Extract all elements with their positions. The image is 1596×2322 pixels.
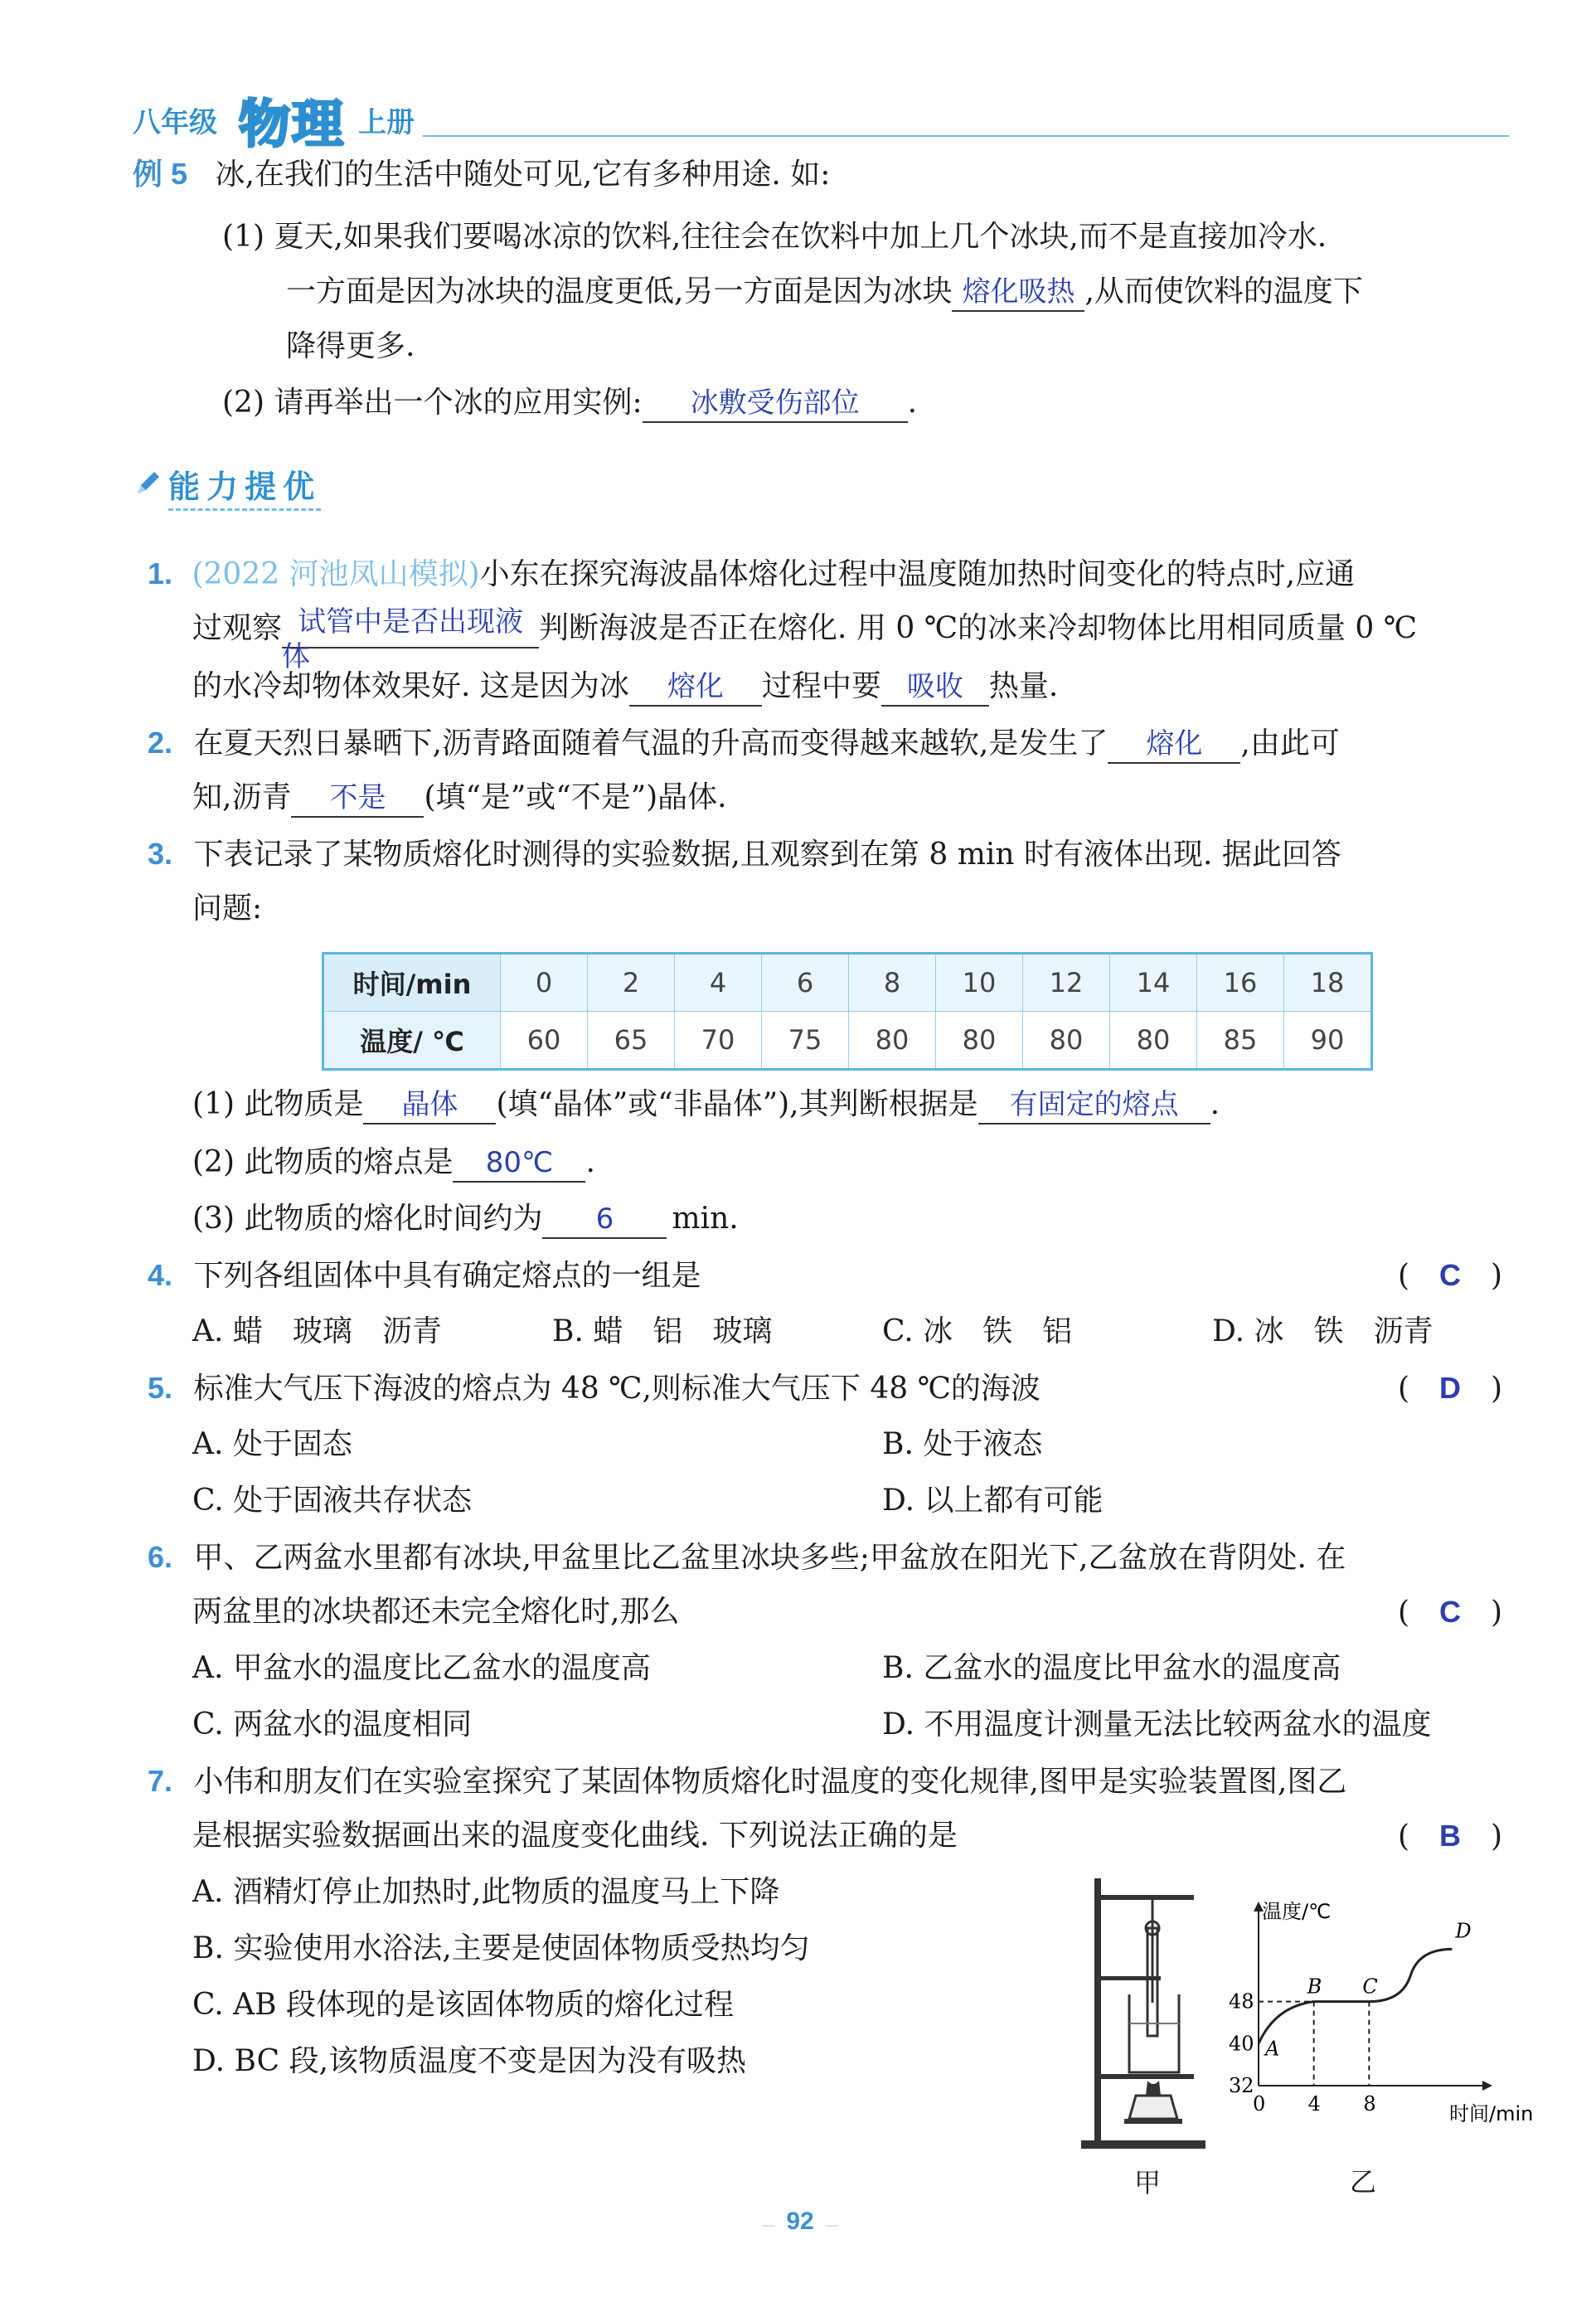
page-number: 92 — [786, 2208, 814, 2235]
table-row — [323, 954, 1372, 1012]
x-tick-label: 4 — [1307, 2092, 1321, 2116]
q3-answer-2: 有固定的熔点 — [978, 1086, 1210, 1125]
page-footer: — 92 — — [762, 2208, 838, 2235]
q6-option-a: A. 甲盆水的温度比乙盆水的温度高 — [192, 1651, 651, 1685]
x-axis-label: 时间/min — [1449, 2102, 1534, 2125]
table-cell: 90 — [1284, 1012, 1372, 1070]
table-cell: 80 — [849, 1012, 936, 1070]
q5-option-a: A. 处于固态 — [192, 1427, 352, 1461]
point-label-d: D — [1455, 1919, 1472, 1943]
header-subject: 物理 — [239, 94, 346, 154]
q4-option-c: C. 冰 铁 铝 — [882, 1314, 1073, 1348]
point-label-b: B — [1307, 1975, 1322, 1999]
table-cell: 10 — [936, 954, 1023, 1012]
q7-answer: B — [1439, 1819, 1462, 1853]
q4-number: 4. — [148, 1258, 173, 1292]
table-header-temp: 温度/ ℃ — [323, 1012, 501, 1070]
q2-number: 2. — [148, 726, 173, 760]
table-cell: 85 — [1197, 1012, 1284, 1070]
table-row — [323, 1012, 1372, 1070]
example5-answer-2: 冰敷受伤部位 — [643, 385, 908, 423]
apparatus-drawing — [1078, 1870, 1210, 2152]
q2-answer-1: 熔化 — [1108, 726, 1240, 764]
table-cell: 6 — [762, 954, 849, 1012]
chart-svg — [1219, 1900, 1534, 2125]
x-tick-label: 8 — [1363, 2092, 1376, 2116]
q4-answer: C — [1439, 1258, 1462, 1292]
table-cell: 8 — [849, 954, 936, 1012]
y-axis-label: 温度/℃ — [1262, 1900, 1332, 1923]
q5-option-c: C. 处于固液共存状态 — [192, 1484, 473, 1518]
page-header — [133, 83, 1509, 154]
q6-option-b: B. 乙盆水的温度比甲盆水的温度高 — [882, 1651, 1341, 1685]
q7-option-b: B. 实验使用水浴法,主要是使固体物质受热均匀 — [192, 1931, 810, 1965]
q5-stem: 5. 标准大气压下海波的熔点为 48 ℃,则标准大气压下 48 ℃的海波 — [148, 1371, 1041, 1406]
table-cell: 80 — [1110, 1012, 1197, 1070]
q1-source: (2022 河池凤山模拟) — [192, 557, 480, 591]
q6-option-c: C. 两盆水的温度相同 — [192, 1707, 473, 1742]
q4-option-b: B. 蜡 铝 玻璃 — [552, 1314, 773, 1348]
q3-answer-4: 6 — [542, 1201, 667, 1239]
example5-p1b: 一方面是因为冰块的温度更低,另一方面是因为冰块 熔化吸热 ,从而使饮料的温度下 — [286, 274, 1363, 312]
q1-line2: 过观察 试管中是否出现液 体 判断海波是否正在熔化. 用 0 ℃的冰来冷却物体比用相同质量 0 ℃ — [192, 605, 1418, 673]
q2-line2: 知,沥青 不是 (填“是”或“不是”)晶体. — [192, 780, 727, 818]
table-cell: 80 — [1023, 1012, 1110, 1070]
q6-line1: 6. 甲、乙两盆水里都有冰块,甲盆里比乙盆里冰块多些;甲盆放在阳光下,乙盆放在背阴处. 在 — [148, 1540, 1346, 1575]
q1-number: 1. — [148, 556, 173, 590]
q1-line1: 1. (2022 河池凤山模拟)小东在探究海波晶体熔化过程中温度随加热时间变化的特点时,应通 — [148, 556, 1356, 591]
q5-answer-paren: ( D ) — [1398, 1371, 1503, 1406]
table-cell: 65 — [588, 1012, 675, 1070]
table-cell: 80 — [936, 1012, 1023, 1070]
header-rule — [423, 135, 1509, 137]
q3-number: 3. — [148, 837, 173, 871]
example5-label: 例 5 — [133, 157, 188, 191]
q3-data-table — [322, 952, 1373, 1071]
q7-line2: 是根据实验数据画出来的温度变化曲线. 下列说法正确的是 — [192, 1819, 958, 1853]
figure-caption-left: 甲 — [1134, 2167, 1162, 2198]
q6-answer-paren: ( C ) — [1398, 1595, 1503, 1630]
q5-option-b: B. 处于液态 — [882, 1427, 1043, 1461]
y-tick-label: 48 — [1229, 1989, 1254, 2014]
q6-number: 6. — [148, 1540, 173, 1574]
q3-line1: 3. 下表记录了某物质熔化时测得的实验数据,且观察到在第 8 min 时有液体出现. 据此回答 — [148, 837, 1341, 872]
q3-line2: 问题: — [192, 891, 263, 925]
q4-option-a: A. 蜡 玻璃 沥青 — [192, 1314, 442, 1348]
example5-p1a: (1) 夏天,如果我们要喝冰凉的饮料,往往会在饮料中加上几个冰块,而不是直接加冷水. — [222, 220, 1327, 254]
q3-answer-3: 80℃ — [453, 1144, 585, 1183]
section-heading — [133, 461, 321, 507]
q3-sub2: (2) 此物质的熔点是 80℃ . — [192, 1144, 595, 1183]
q5-number: 5. — [148, 1371, 173, 1405]
table-cell: 18 — [1284, 954, 1372, 1012]
q6-answer: C — [1439, 1595, 1462, 1629]
q7-answer-paren: ( B ) — [1398, 1819, 1503, 1853]
apparatus-figure — [1078, 1870, 1210, 2198]
q2-answer-2: 不是 — [291, 780, 424, 818]
header-grade: 八年级 — [133, 106, 217, 139]
point-label-c: C — [1362, 1975, 1378, 1999]
pencil-icon — [133, 467, 164, 502]
q1-answer-1: 试管中是否出现液 体 — [282, 610, 539, 649]
q1-line3: 的水冷却物体效果好. 这是因为冰 熔化 过程中要 吸收 热量. — [192, 668, 1058, 707]
table-cell: 0 — [501, 954, 588, 1012]
q7-option-c: C. AB 段体现的是该固体物质的熔化过程 — [192, 1988, 735, 2022]
table-cell: 2 — [588, 954, 675, 1012]
q1-answer-3: 吸收 — [881, 668, 989, 707]
table-cell: 16 — [1197, 954, 1284, 1012]
example5-intro: 例 5 冰,在我们的生活中随处可见,它有多种用途. 如: — [133, 157, 831, 192]
q2-line1: 2. 在夏天烈日暴晒下,沥青路面随着气温的升高而变得越来越软,是发生了 熔化 ,由此可 — [148, 725, 1340, 764]
table-cell: 60 — [501, 1012, 588, 1070]
example5-p2: (2) 请再举出一个冰的应用实例: 冰敷受伤部位 . — [222, 385, 917, 423]
table-cell: 75 — [762, 1012, 849, 1070]
table-cell: 4 — [675, 954, 762, 1012]
q1-answer-2: 熔化 — [629, 668, 762, 707]
q4-answer-paren: ( C ) — [1398, 1258, 1503, 1293]
y-tick-label: 32 — [1229, 2074, 1254, 2097]
table-cell: 14 — [1110, 954, 1197, 1012]
section-title: 能力提优 — [168, 469, 321, 511]
table-header-time: 时间/min — [323, 954, 501, 1012]
q5-answer: D — [1439, 1371, 1462, 1405]
table-cell: 12 — [1023, 954, 1110, 1012]
table-cell: 70 — [675, 1012, 762, 1070]
example5-p1d: 降得更多. — [286, 329, 415, 363]
temperature-curve — [1259, 1949, 1452, 2043]
temperature-chart — [1219, 1900, 1534, 2198]
q3-sub3: (3) 此物质的熔化时间约为 6 min. — [192, 1201, 739, 1239]
q7-number: 7. — [148, 1764, 173, 1798]
q7-option-d: D. BC 段,该物质温度不变是因为没有吸热 — [192, 2044, 747, 2078]
q6-line2: 两盆里的冰块都还未完全熔化时,那么 — [192, 1595, 680, 1629]
q3-answer-1: 晶体 — [363, 1086, 496, 1125]
q6-option-d: D. 不用温度计测量无法比较两盆水的温度 — [882, 1707, 1432, 1742]
q3-sub1: (1) 此物质是 晶体 (填“晶体”或“非晶体”),其判断根据是 有固定的熔点 . — [192, 1086, 1220, 1125]
example5-answer-1: 熔化吸热 — [952, 274, 1084, 312]
q5-option-d: D. 以上都有可能 — [882, 1484, 1104, 1518]
x-tick-label: 0 — [1253, 2092, 1266, 2116]
q7-line1: 7. 小伟和朋友们在实验室探究了某固体物质熔化时温度的变化规律,图甲是实验装置图,图乙 — [148, 1764, 1347, 1799]
figure-caption-right: 乙 — [1350, 2166, 1377, 2198]
header-volume: 上册 — [358, 106, 415, 139]
q4-stem: 4. 下列各组固体中具有确定熔点的一组是 — [148, 1258, 701, 1293]
q7-option-a: A. 酒精灯停止加热时,此物质的温度马上下降 — [192, 1875, 780, 1909]
y-tick-label: 40 — [1229, 2032, 1254, 2056]
x-axis-arrow — [1482, 2081, 1492, 2091]
q4-option-d: D. 冰 铁 沥青 — [1212, 1314, 1433, 1348]
point-label-a: A — [1265, 2037, 1280, 2061]
